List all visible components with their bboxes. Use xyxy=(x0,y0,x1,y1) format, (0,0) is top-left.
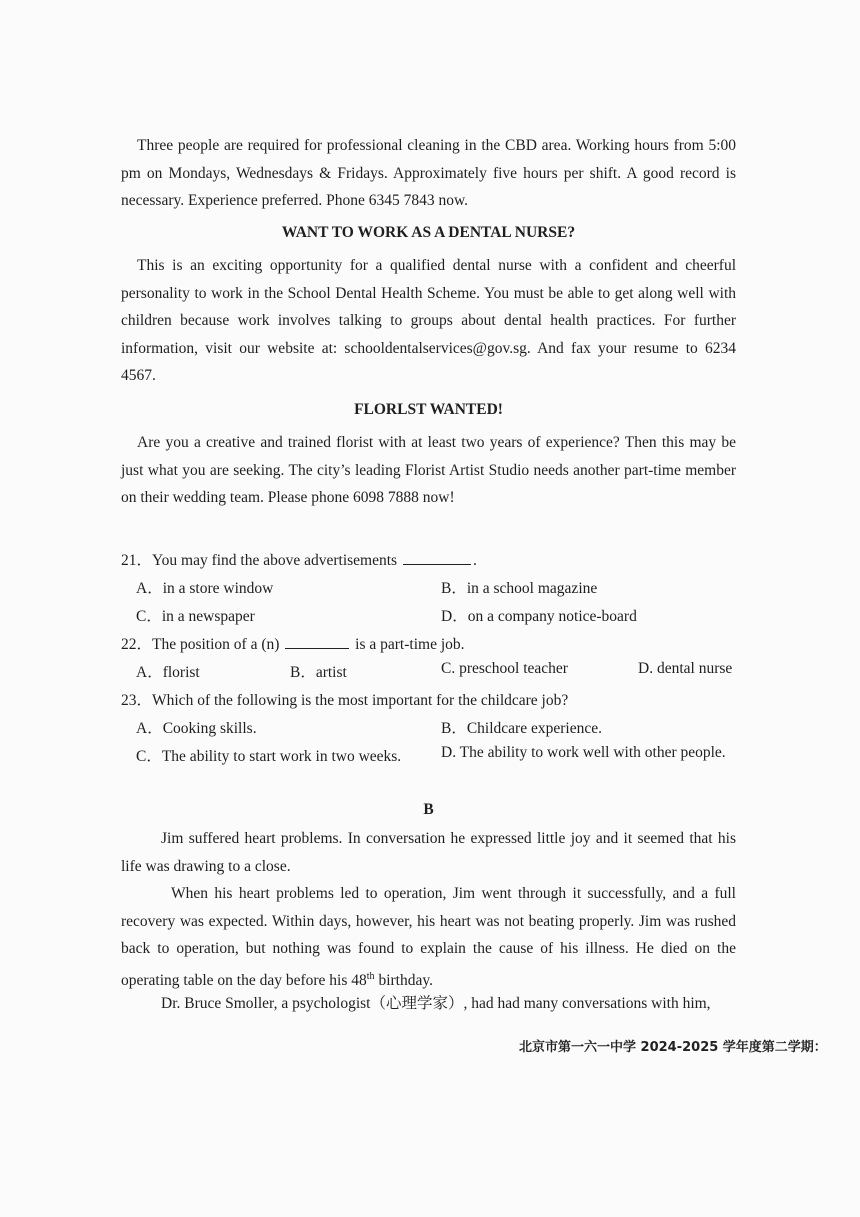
option-21-d: D．on a company notice-board xyxy=(441,608,637,625)
answer-blank xyxy=(403,550,471,565)
option-23-b: B．Childcare experience. xyxy=(441,720,602,737)
section-b-paragraph-1: Jim suffered heart problems. In conversation he expressed little joy and it seemed that his life was drawing to a close. xyxy=(121,830,736,875)
question-21 xyxy=(121,548,477,570)
ad-dental-text: This is an exciting opportunity for a qualified dental nurse with a confident and cheerful personality to work in the School Dental Health Scheme. You must be able to get along well with children because work involves talking to groups about dental health practices. For further information, visit our website at: schooldentalservices@gov.sg. And fax your resume to 6234 4567. xyxy=(121,257,736,384)
answer-blank xyxy=(285,634,349,649)
option-22-c: C. preschool teacher xyxy=(441,660,568,677)
question-22-end: is a part-time job. xyxy=(355,636,465,653)
ordinal-suffix: th xyxy=(366,970,375,982)
section-b-paragraph-3: Dr. Bruce Smoller, a psychologist（心理学家）, had had many conversations with him, xyxy=(161,995,711,1012)
section-b-label: B xyxy=(423,801,434,818)
option-21-b: B．in a school magazine xyxy=(441,580,598,597)
question-22-stem: 22．The position of a (n) xyxy=(121,636,280,653)
option-23-c: C．The ability to start work in two weeks. xyxy=(136,748,402,765)
question-23-stem: 23．Which of the following is the most important for the childcare job? xyxy=(121,692,569,709)
section-b-paragraph-2 xyxy=(121,880,736,994)
option-22-b: B．artist xyxy=(290,664,347,681)
ad-cleaning-text: Three people are required for professional cleaning in the CBD area. Working hours from 5:00 pm on Mondays, Wednesdays & Fridays. Approximately five hours per shift. A good record is necessary. Experience preferred. Phone 6345 7843 now. xyxy=(121,137,736,209)
question-22 xyxy=(121,632,465,654)
ad-florist-text: Are you a creative and trained florist with at least two years of experience? Then this may be just what you are seeking. The city’s leading Florist Artist Studio needs another part-time member on their wedding team. Please phone 6098 7888 now! xyxy=(121,434,736,506)
option-23-a: A．Cooking skills. xyxy=(136,720,257,737)
paragraph-2-end: birthday. xyxy=(374,971,433,989)
option-22-d: D. dental nurse xyxy=(638,660,733,677)
option-22-a: A．florist xyxy=(136,664,200,681)
option-23-d: D. The ability to work well with other people. xyxy=(441,744,726,761)
option-21-a: A．in a store window xyxy=(136,580,274,597)
question-21-stem: 21．You may find the above advertisements xyxy=(121,552,398,569)
ad-florist-heading: FLORLST WANTED! xyxy=(354,401,503,418)
paragraph-2-text: When his heart problems led to operation, Jim went through it successfully, and a full recovery was expected. Within days, however, his heart was not beating properly. Jim was rushed back to operation, but nothing was found to explain the cause of his illness. He died on the operating table on the day before his 48 xyxy=(121,885,736,989)
page-footer: 北京市第一六一中学 2024-2025 学年度第二学期： xyxy=(519,1040,827,1055)
option-21-c: C．in a newspaper xyxy=(136,608,255,625)
ad-dental-heading: WANT TO WORK AS A DENTAL NURSE? xyxy=(281,224,576,241)
question-21-end: . xyxy=(472,552,477,569)
